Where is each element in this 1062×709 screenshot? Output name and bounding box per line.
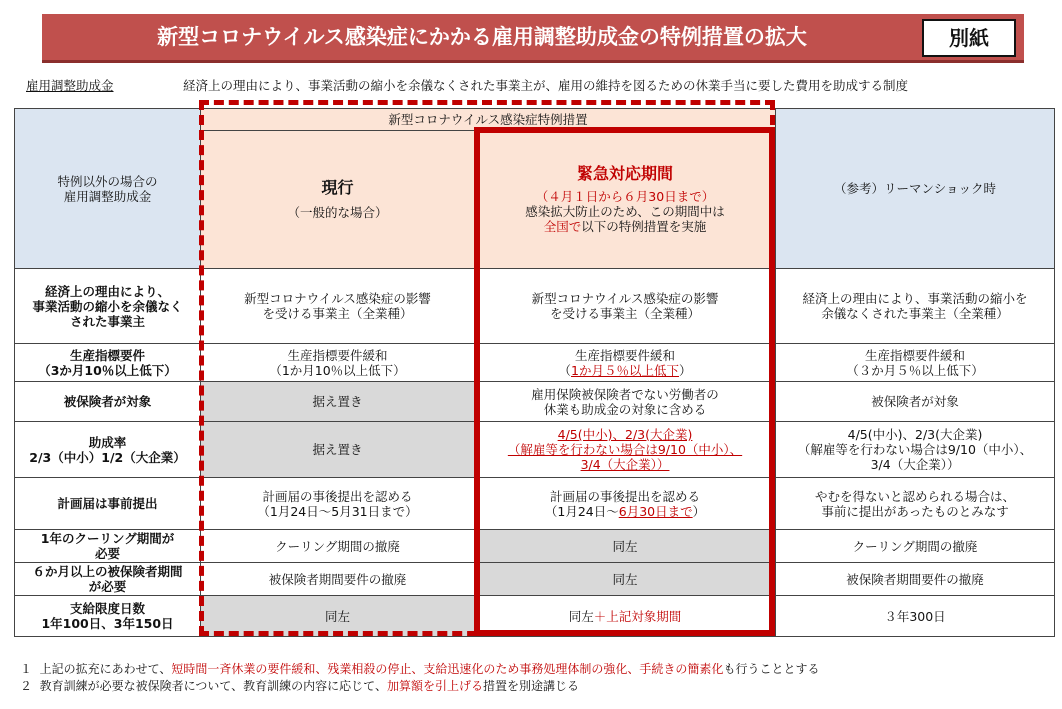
table-row: 助成率 2/3（中小）1/2（大企業） 据え置き 4/5(中小)、2/3(大企業) （解雇等を行わない場合は9/10（中小）、 3/4（大企業）） 4/5(中小)、2/3(大企業) （解雇等を行わない場合は9/10（中小）、 3/4（大企業）） (15, 422, 1055, 478)
row-label: ６か月以上の被保険者期間 が必要 (15, 563, 201, 596)
table-row: 支給限度日数 1年100日、3年150日 同左 同左＋上記対象期間 ３年300日 (15, 596, 1055, 637)
comparison-table (14, 108, 1055, 637)
table-row: 被保険者が対象 据え置き 雇用保険被保険者でない労働者の 休業も助成金の対象に含める 被保険者が対象 (15, 382, 1055, 422)
table-row: 経済上の理由により、 事業活動の縮小を余儀なく された事業主 新型コロナウイルス感染症の影響 を受ける事業主（全業種） 新型コロナウイルス感染症の影響 を受ける事業主（全業種） 経済上の理由により、事業活動の縮小を 余儀なくされた事業主（全業種） (15, 269, 1055, 344)
page-title: 新型コロナウイルス感染症にかかる雇用調整助成金の特例措置の拡大 (157, 25, 807, 49)
row-label: 助成率 2/3（中小）1/2（大企業） (15, 422, 201, 478)
attachment-badge: 別紙 (922, 19, 1016, 57)
footnote-2: ２ 教育訓練が必要な被保険者について、教育訓練の内容に応じて、加算額を引上げる措置を別途講じる (20, 679, 579, 693)
table-row: 1年のクーリング期間が 必要 クーリング期間の撤廃 同左 クーリング期間の撤廃 (15, 530, 1055, 563)
row-label: 計画届は事前提出 (15, 478, 201, 530)
row-label: 1年のクーリング期間が 必要 (15, 530, 201, 563)
row-label: 生産指標要件 （3か月10％以上低下） (15, 344, 201, 382)
definition-label: 雇用調整助成金 (26, 78, 114, 93)
table-row: 生産指標要件 （3か月10％以上低下） 生産指標要件緩和 （1か月10％以上低下） 生産指標要件緩和 （1か月５％以上低下） 生産指標要件緩和 （３か月５％以上低下） (15, 344, 1055, 382)
row-label: 支給限度日数 1年100日、3年150日 (15, 596, 201, 637)
table-row: ６か月以上の被保険者期間 が必要 被保険者期間要件の撤廃 同左 被保険者期間要件の撤廃 (15, 563, 1055, 596)
definition-text: 経済上の理由により、事業活動の縮小を余儀なくされた事業主が、雇用の維持を図るための休業手当に要した費用を助成する制度 (183, 78, 909, 93)
table-row: 計画届は事前提出 計画届の事後提出を認める （1月24日～5月31日まで） 計画届の事後提出を認める （1月24日～6月30日まで） やむを得ないと認められる場合は、 事前に提出があったものとみなす (15, 478, 1055, 530)
header-lehman: （参考）リーマンショック時 (776, 109, 1055, 269)
header-non-special: 特例以外の場合の 雇用調整助成金 (15, 109, 201, 269)
header-special-group: 新型コロナウイルス感染症特例措置 (201, 109, 776, 131)
footnote-1: １ 上記の拡充にあわせて、短時間一斉休業の要件緩和、残業相殺の停止、支給迅速化のため事務処理体制の強化、手続きの簡素化も行うこととする (20, 662, 820, 676)
header-current: 現行 （一般的な場合） (201, 131, 475, 269)
title-banner (42, 14, 1024, 63)
footnotes (20, 661, 819, 695)
row-label: 被保険者が対象 (15, 382, 201, 422)
header-emergency: 緊急対応期間 （４月１日から６月30日まで） 感染拡大防止のため、この期間中は 全国で以下の特例措置を実施 (475, 131, 776, 269)
row-label: 経済上の理由により、 事業活動の縮小を余儀なく された事業主 (15, 269, 201, 344)
